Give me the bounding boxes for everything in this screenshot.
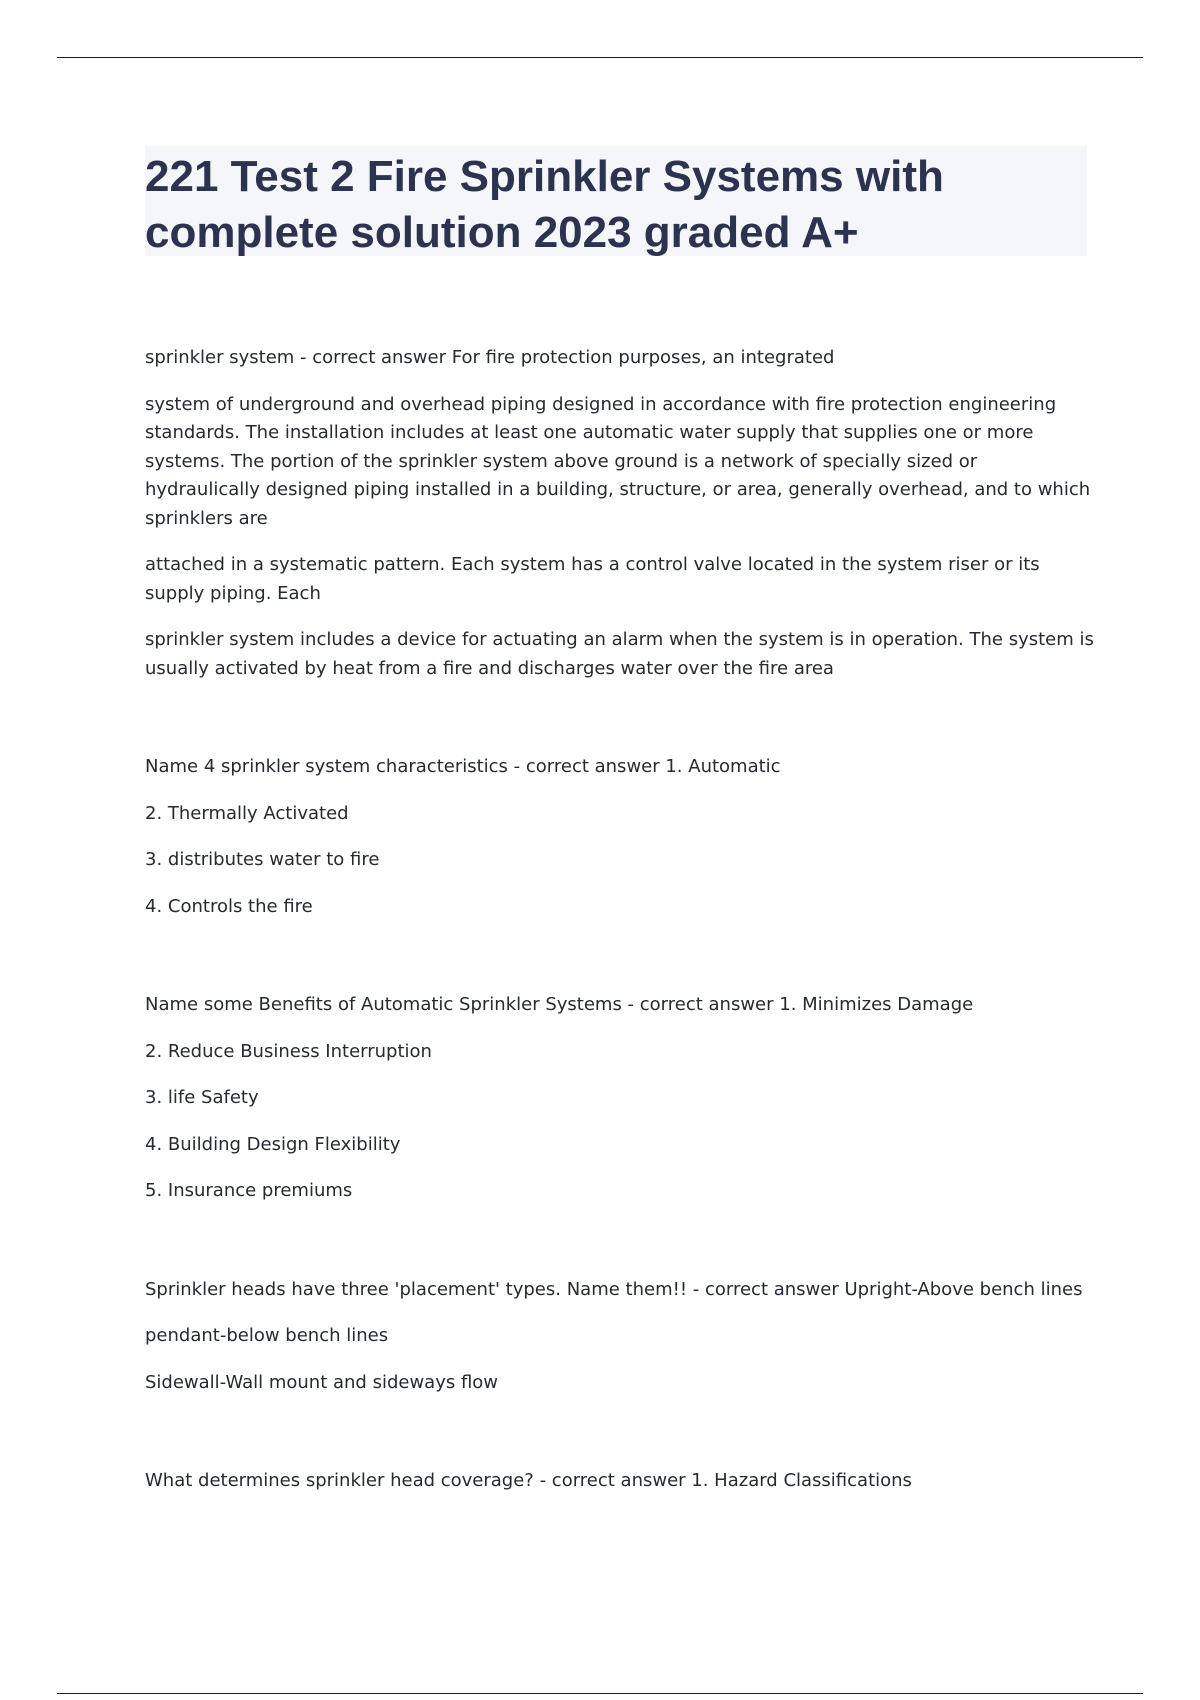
qa-paragraph: Sidewall-Wall mount and sideways flow — [145, 1371, 499, 1393]
qa-paragraph: 4. Building Design Flexibility — [145, 1133, 401, 1155]
qa-paragraph: system of underground and overhead piping designed in accordance with fire protection engineering standards. The installation includes at least one automatic water supply that supplies one or more systems. The portion of the sprinkler system above ground is a network of specially sized or hydraulically designed piping installed in a building, structure, or area, generally overhead, and to which sprinklers are — [145, 393, 1091, 529]
qa-paragraph: Name some Benefits of Automatic Sprinkler Systems - correct answer 1. Minimizes Damage — [145, 994, 974, 1015]
qa-head-coverage — [145, 1467, 1095, 1496]
qa-paragraph: 5. Insurance premiums — [145, 1180, 353, 1201]
qa-paragraph: pendant-below bench lines — [145, 1325, 389, 1346]
document-title: 221 Test 2 Fire Sprinkler Systems with complete solution 2023 graded A+ — [145, 152, 944, 257]
qa-sprinkler-system — [145, 344, 1095, 683]
qa-paragraph: Name 4 sprinkler system characteristics - correct answer 1. Automatic — [145, 756, 781, 777]
qa-paragraph: 2. Thermally Activated — [145, 802, 349, 824]
qa-paragraph: Sprinkler heads have three 'placement' types. Name them!! - correct answer Upright-Above bench lines — [145, 1278, 1083, 1300]
qa-paragraph: 3. life Safety — [145, 1087, 259, 1108]
qa-placement-types — [145, 1276, 1095, 1398]
qa-benefits — [145, 991, 1095, 1206]
qa-paragraph: 3. distributes water to fire — [145, 849, 380, 870]
bottom-divider — [57, 1693, 1143, 1694]
qa-paragraph: 2. Reduce Business Interruption — [145, 1040, 432, 1062]
qa-paragraph: attached in a systematic pattern. Each system has a control valve located in the system riser or its supply piping. Each — [145, 554, 1040, 604]
top-divider — [57, 57, 1143, 58]
qa-paragraph: What determines sprinkler head coverage? - correct answer 1. Hazard Classifications — [145, 1470, 912, 1491]
qa-paragraph: sprinkler system includes a device for actuating an alarm when the system is in operation. The system is usually activated by heat from a fire and discharges water over the fire area — [145, 629, 1094, 679]
qa-paragraph: 4. Controls the fire — [145, 895, 313, 917]
qa-characteristics — [145, 753, 1095, 921]
document-content — [145, 344, 1095, 1566]
qa-paragraph: sprinkler system - correct answer For fire protection purposes, an integrated — [145, 347, 835, 368]
title-block — [145, 146, 1087, 256]
